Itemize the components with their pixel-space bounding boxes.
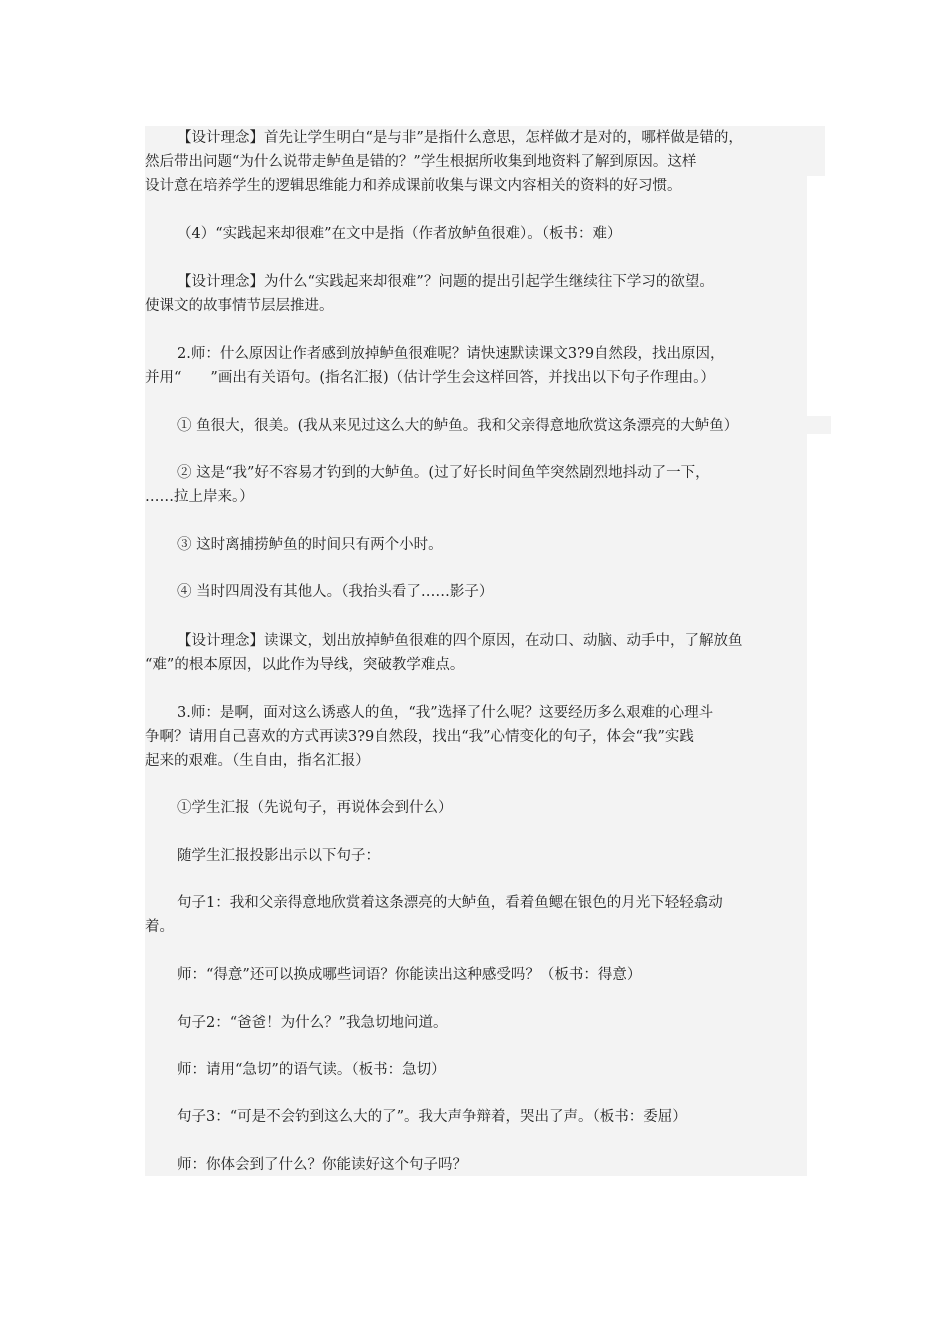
text-highlight-band: [807, 416, 831, 434]
reason-item: [145, 580, 810, 604]
reason-item: [145, 533, 810, 557]
teacher-paragraph: [145, 963, 810, 987]
teacher-paragraph: [145, 1058, 810, 1082]
text-line: 3.师：是啊，面对这么诱惑人的鱼，“我”选择了什么呢？这要经历多么艰难的心理斗: [177, 705, 714, 721]
text-line: 然后带出问题“为什么说带走鲈鱼是错的？”学生根据所收集到地资料了解到原因。这样: [145, 154, 697, 170]
text-line: 师：请用“急切”的语气读。（板书：急切）: [177, 1062, 446, 1078]
text-line: ④ 当时四周没有其他人。（我抬头看了……影子）: [177, 584, 494, 600]
design-concept-paragraph: [145, 629, 810, 677]
text-line: 随学生汇报投影出示以下句子：: [177, 848, 380, 864]
text-line: 【设计理念】为什么“实践起来却很难”？问题的提出引起学生继续往下学习的欲望。: [177, 274, 714, 290]
text-line: ② 这是“我”好不容易才钓到的大鲈鱼。(过了好长时间鱼竿突然剧烈地抖动了一下，: [177, 465, 710, 481]
design-concept-paragraph: [145, 270, 810, 318]
teacher-paragraph: [145, 342, 810, 390]
text-line: 使课文的故事情节层层推进。: [145, 298, 334, 314]
text-line: （4）“实践起来却很难”在文中是指（作者放鲈鱼很难）。（板书：难）: [177, 226, 622, 242]
text-line: 【设计理念】读课文，划出放掉鲈鱼很难的四个原因，在动口、动脑、动手中，了解放鱼: [177, 633, 743, 649]
text-line: 2.师：什么原因让作者感到放掉鲈鱼很难呢？请快速默读课文3?9自然段，找出原因，: [177, 346, 725, 362]
text-line: ……拉上岸来。）: [145, 489, 254, 505]
instruction-paragraph: [145, 844, 810, 868]
text-line: ① 鱼很大，很美。(我从来见过这么大的鲈鱼。我和父亲得意地欣赏这条漂亮的大鲈鱼）: [177, 418, 739, 434]
text-line: ③ 这时离捕捞鲈鱼的时间只有两个小时。: [177, 537, 443, 553]
reason-item: [145, 461, 810, 509]
sentence-example: [145, 891, 810, 939]
text-line: ①学生汇报（先说句子，再说体会到什么）: [177, 800, 453, 816]
sentence-example: [145, 1105, 810, 1129]
text-line: 着。: [145, 919, 174, 935]
sentence-example: [145, 1011, 810, 1035]
teacher-paragraph: [145, 701, 810, 773]
text-line: 师：你体会到了什么？你能读好这个句子吗？: [177, 1157, 467, 1173]
question-paragraph: [145, 222, 810, 246]
text-line: 起来的艰难。（生自由，指名汇报）: [145, 753, 370, 769]
design-concept-paragraph: [145, 126, 810, 198]
text-line: 句子3：“可是不会钓到这么大的了”。我大声争辩着，哭出了声。（板书：委屈）: [177, 1109, 687, 1125]
student-report-item: [145, 796, 810, 820]
text-line: 师：“得意”还可以换成哪些词语？你能读出这种感受吗？（板书：得意）: [177, 967, 642, 983]
text-line: “难”的根本原因，以此作为导线，突破教学难点。: [145, 657, 465, 673]
text-line: 句子1：我和父亲得意地欣赏着这条漂亮的大鲈鱼，看着鱼鳃在银色的月光下轻轻翕动: [177, 895, 723, 911]
text-line: 设计意在培养学生的逻辑思维能力和养成课前收集与课文内容相关的资料的好习惯。: [145, 178, 682, 194]
text-line: 并用“ ”画出有关语句。(指名汇报)（估计学生会这样回答，并找出以下句子作理由。）: [145, 370, 715, 386]
text-line: 句子2：“爸爸！为什么？”我急切地问道。: [177, 1015, 448, 1031]
text-line: 【设计理念】首先让学生明白“是与非”是指什么意思，怎样做才是对的，哪样做是错的，: [177, 130, 743, 146]
reason-item: [145, 414, 810, 438]
text-line: 争啊？请用自己喜欢的方式再读3?9自然段，找出“我”心情变化的句子，体会“我”实践: [145, 729, 694, 745]
teacher-paragraph: [145, 1153, 810, 1177]
